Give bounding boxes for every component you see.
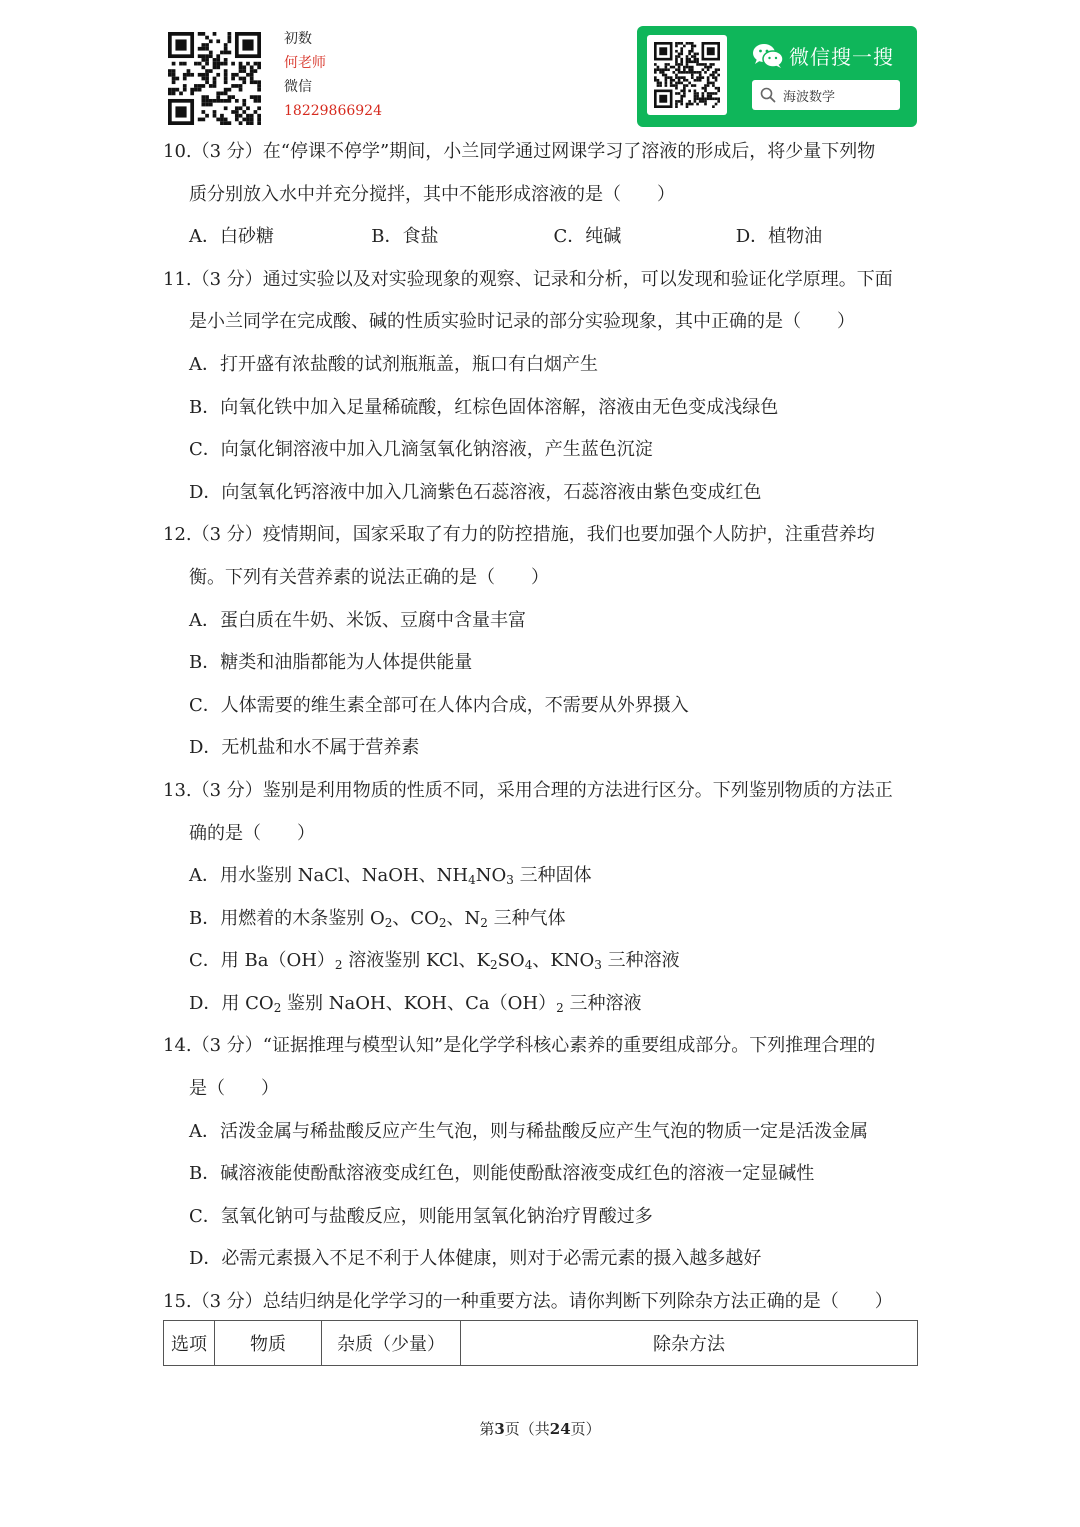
q14-stem-line2: 是（ ） [189, 1078, 279, 1100]
q12-option-c: C．人体需要的维生素全部可在人体内合成，不需要从外界摄入 [189, 694, 689, 716]
table-header-option: 选项 [164, 1321, 215, 1366]
q15-stem-line1: 15.（3 分）总结归纳是化学学习的一种重要方法。请你判断下列除杂方法正确的是（ ） [163, 1291, 893, 1313]
search-box[interactable] [752, 80, 900, 110]
q13-option-a: A．用水鉴别 NaCl、NaOH、$NH_4NO_3$ 三种固体 [189, 865, 592, 888]
question-content [163, 131, 918, 1324]
search-icon [760, 87, 776, 103]
contact-subject: 初数 [284, 31, 312, 47]
q13-option-b: B．用燃着的木条鉴别 $O_2$、$CO_2$、$N_2$ 三种气体 [189, 907, 566, 930]
q14-option-a: A．活泼金属与稀盐酸反应产生气泡，则与稀盐酸反应产生气泡的物质一定是活泼金属 [189, 1120, 868, 1142]
q10-options [163, 216, 918, 259]
q10-option-a: A．白砂糖 [189, 226, 274, 248]
q11-stem-line2: 是小兰同学在完成酸、碱的性质实验时记录的部分实验现象，其中正确的是（ ） [189, 311, 855, 333]
table-header-row [164, 1321, 918, 1366]
q10-stem-line2: 质分别放入水中并充分搅拌，其中不能形成溶液的是（ ） [189, 183, 675, 205]
q12-option-b: B．糖类和油脂都能为人体提供能量 [189, 652, 473, 674]
contact-teacher: 何老师 [284, 55, 326, 71]
q10-option-c: C．纯碱 [553, 226, 622, 248]
q14-option-c: C．氢氧化钠可与盐酸反应，则能用氢氧化钠治疗胃酸过多 [189, 1205, 653, 1227]
q10-option-d: D．植物油 [735, 226, 823, 248]
wechat-qr-frame [647, 35, 727, 115]
table-header-impurity: 杂质（少量） [322, 1321, 461, 1366]
q13-option-c: C．用 $Ba(OH)_2$ 溶液鉴别 KCl、$K_2SO_4$、$KNO_3$ 三种溶液 [189, 950, 680, 973]
q12-option-d: D．无机盐和水不属于营养素 [189, 737, 420, 759]
q12-option-a: A．蛋白质在牛奶、米饭、豆腐中含量丰富 [189, 609, 526, 631]
wechat-qr-code-icon [654, 42, 720, 108]
search-query-text: 海波数学 [783, 90, 836, 105]
page-total: 24 [549, 1420, 571, 1438]
q15-table [163, 1320, 918, 1366]
q13-stem-line2: 确的是（ ） [189, 822, 315, 844]
contact-phone: 18229866924 [284, 103, 382, 119]
contact-wechat-label: 微信 [284, 79, 312, 95]
q12-stem-line1: 12.（3 分）疫情期间，国家采取了有力的防控措施，我们也要加强个人防护，注重营养均 [163, 524, 875, 546]
page-footer: 第3页（共24页） [479, 1420, 601, 1438]
table-header-method: 除杂方法 [461, 1321, 918, 1366]
q10-stem-line1: 10.（3 分）在“停课不停学”期间，小兰同学通过网课学习了溶液的形成后，将少量下列物 [163, 141, 876, 162]
q10-option-b: B．食盐 [371, 226, 439, 248]
wechat-search-card[interactable] [637, 26, 917, 127]
wechat-logo-icon [752, 43, 784, 69]
q11-option-c: C．向氯化铜溶液中加入几滴氢氧化钠溶液，产生蓝色沉淀 [189, 439, 653, 461]
q11-option-d: D．向氢氧化钙溶液中加入几滴紫色石蕊溶液，石蕊溶液由紫色变成红色 [189, 481, 762, 503]
q13-stem-line1: 13.（3 分）鉴别是利用物质的性质不同，采用合理的方法进行区分。下列鉴别物质的方法正 [163, 779, 893, 801]
page-header [0, 0, 1080, 140]
wechat-search-label: 微信搜一搜 [789, 45, 894, 69]
q14-stem-line1: 14.（3 分）“证据推理与模型认知”是化学学科核心素养的重要组成部分。下列推理合理的 [163, 1035, 876, 1057]
page-number: 3 [494, 1420, 505, 1438]
q11-option-a: A．打开盛有浓盐酸的试剂瓶瓶盖，瓶口有白烟产生 [189, 353, 598, 375]
contact-info [284, 27, 382, 123]
table-header-substance: 物质 [215, 1321, 322, 1366]
q13-option-d: D．用 $CO_2$ 鉴别 NaOH、KOH、$Ca(OH)_2$ 三种溶液 [189, 992, 642, 1015]
qr-code-icon [168, 32, 261, 125]
q14-option-b: B．碱溶液能使酚酞溶液变成红色，则能使酚酞溶液变成红色的溶液一定显碱性 [189, 1163, 815, 1185]
q12-stem-line2: 衡。下列有关营养素的说法正确的是（ ） [189, 566, 549, 588]
q11-option-b: B．向氧化铁中加入足量稀硫酸，红棕色固体溶解，溶液由无色变成浅绿色 [189, 396, 779, 418]
q14-option-d: D．必需元素摄入不足不利于人体健康，则对于必需元素的摄入越多越好 [189, 1248, 762, 1270]
q11-stem-line1: 11.（3 分）通过实验以及对实验现象的观察、记录和分析，可以发现和验证化学原理。下面 [163, 268, 893, 290]
